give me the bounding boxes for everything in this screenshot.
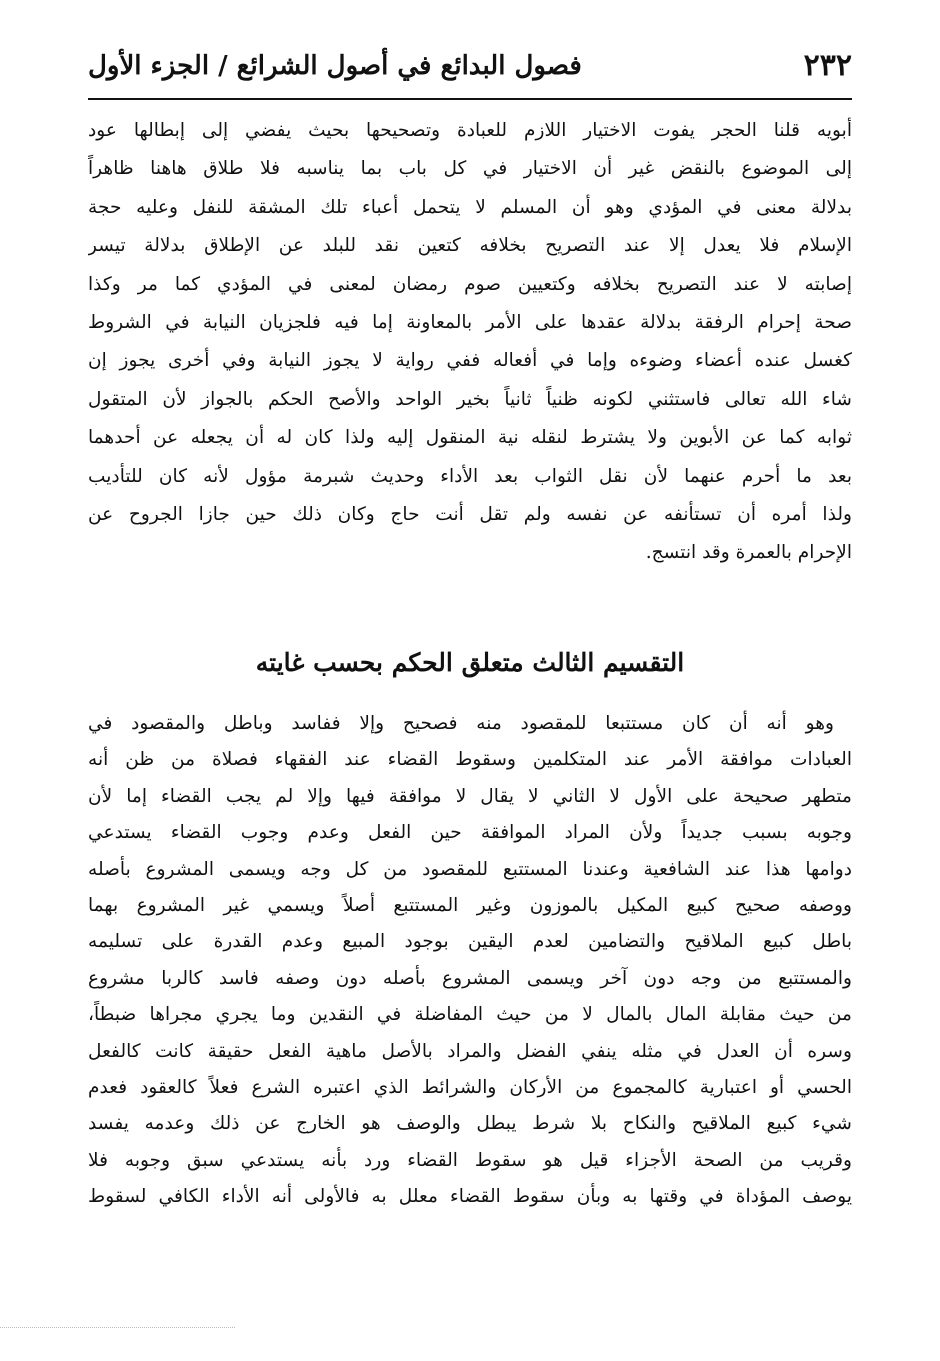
page-number: ٢٣٢ [803,48,852,83]
text-line: بعد ما أحرم عنهما لأن نقل الثواب بعد الأداء وحديث شبرمة مؤول لأنه كان للتأديب [88,465,852,487]
text-line: وسره أن العدل في مثله ينفي الفضل والمراد بالأصل ماهية الفعل حقيقة كانت كالفعل [88,1040,852,1062]
text-line: وجوبه بسبب جديداً ولأن المراد الموافقة حين الفعل وعدم وجوب القضاء يستدعي [88,822,852,844]
text-line: أبويه قلنا الحجر يفوت الاختيار اللازم للعبادة وتصحيحها بحيث يفضي إلى إبطالها عود [88,120,852,141]
text-line: باطل كبيع الملاقيح والتضامين لعدم اليقين بوجود المبيع وعدم القدرة على تسليمه [88,931,852,953]
scan-edge-rule [0,1327,235,1329]
text-line: العبادات موافقة الأمر عند المتكلمين وسقوط القضاء عند الفقهاء فصلاة من ظن أنه [88,749,852,771]
paragraph-1 [88,112,852,573]
text-line: إلى الموضوع بالنقض غير أن الاختيار في كل باب بما يناسبه فلا طلاق هاهنا ظاهراً [88,158,852,180]
text-line: ثوابه كما عن الأبوين ولا يشترط لنقله نية المنقول إليه ولذا كان له أن يجعله عن أحدهما [88,427,852,449]
section-heading: التقسيم الثالث متعلق الحكم بحسب غايته [255,648,685,677]
text-line: الحسي أو اعتبارية كالمجموع من الأركان والشرائط الذي اعتبره الشرع فعلاً كالعقود فعدم [88,1077,852,1099]
text-line: كغسل عنده أعضاء وضوءه وإما في أفعاله ففي رواية لا يجوز النيابة وفي أخرى يجوز إن [88,350,852,372]
text-line: صحة إحرام الرفقة بدلالة عقدها على الأمر بالمعاونة إما فيه فلجزيان النيابة في الشروط [88,312,852,334]
text-line: دوامها هذا عند الشافعية وعندنا المستتبع للمقصود من كل وجه ويسمى المشروع بأصله [88,858,852,880]
text-line: بدلالة معنى في المؤدي وهو أن المسلم لا يتحمل أعباء تلك المشقة للنفل وعليه حجة [88,196,852,218]
text-line: ووصفه صحيح كبيع المكيل بالموزون وغير المستتبع أصلاً ويسمي غير المشروع بهما [88,895,852,917]
page-header [88,38,852,100]
text-line: إصابته لا عند التصريح بخلافه وكتعيين صوم رمضان لمعنى في المؤدي كما مر وكذا [88,273,852,295]
text-line: شيء كبيع الملاقيح والنكاح بلا شرط يبطل والوصف هو الخارج عن ذلك وعدمه يفسد [88,1113,852,1135]
text-line: وقريب من الصحة الأجزاء قيل هو سقوط القضاء ورد بأنه يستدعي سبق وجوبه فلا [88,1149,852,1171]
text-line: متطهر صحيحة على الأول لا الثاني لا يقال لا موافقة فيها وإلا لم يجب القضاء إما لأن [88,785,852,807]
text-line: الإحرام بالعمرة وقد انتسج. [645,542,852,564]
text-line: من حيث مقابلة المال بالمال لا من حيث المفاضلة في النقدين وما يجري مجراها ضبطاً، [88,1004,852,1026]
text-line: الإسلام فلا يعدل إلا عند التصريح بخلافه كتعين نقد للبلد عن الإطلاق بدلالة تيسر [88,235,852,257]
text-line: يوصف المؤداة في وقتها به وبأن سقوط القضاء معلل به فالأولى أنه الأداء الكافي لسقوط [88,1186,852,1208]
text-line: والمستتبع من وجه دون آخر ويسمى المشروع بأصله دون وصفه فاسد كالربا مشروع [88,967,852,989]
text-line: وهو أنه أن كان مستتبعا للمقصود منه فصحيح وإلا ففاسد وباطل والمقصود في [88,713,834,734]
paragraph-2 [88,706,852,1216]
running-title: فصول البدائع في أصول الشرائع / الجزء الأول [88,51,582,81]
text-line: شاء الله تعالى فاستثني لكونه ظنياً ثانياً بخير الواحد والأصح الحكم بالجواز لأن المتقول [88,388,852,410]
text-line: ولذا أمره أن تستأنفه عن نفسه ولم تقل أنت حاج وكان ذلك حين جازا الجروح عن [88,504,852,526]
